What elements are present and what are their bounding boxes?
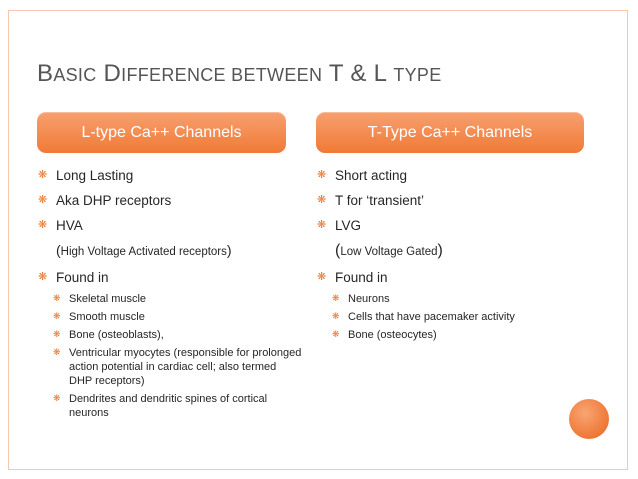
list-item xyxy=(37,269,302,286)
title-part: IFFERENCE BETWEEN xyxy=(121,65,323,85)
paren: ( xyxy=(56,242,61,258)
bullet-icon: ❋ xyxy=(53,329,61,339)
bullet-icon: ❋ xyxy=(38,194,48,206)
title-part: T xyxy=(328,60,344,87)
slide-title xyxy=(37,60,442,88)
sub-list-item xyxy=(37,392,302,420)
list-item xyxy=(37,217,302,234)
sub-item-text: Neurons xyxy=(348,293,390,305)
list-item xyxy=(37,192,302,209)
bullet-icon: ❋ xyxy=(53,311,61,321)
list-item-text: Long Lasting xyxy=(56,168,134,183)
note-text: Low Voltage Gated xyxy=(340,246,438,258)
title-part: ASIC xyxy=(53,65,97,85)
sub-item-text: Ventricular myocytes (responsible for prolonged action potential in cardiac cell; also termed DHP receptors) xyxy=(69,347,302,387)
sub-list-item xyxy=(37,292,302,306)
list-item-text: Found in xyxy=(335,270,388,285)
bullet-icon: ❋ xyxy=(38,219,48,231)
bullet-icon: ❋ xyxy=(53,347,61,357)
list-item-text: Found in xyxy=(56,270,109,285)
list-item xyxy=(316,167,584,184)
bullet-icon: ❋ xyxy=(332,311,340,321)
sub-list xyxy=(316,292,584,342)
note-text: High Voltage Activated receptors xyxy=(60,246,227,258)
bullet-icon: ❋ xyxy=(332,293,340,303)
bullet-icon: ❋ xyxy=(317,194,327,206)
t-type-column xyxy=(316,167,584,346)
title-part: TYPE xyxy=(393,65,442,85)
bullet-icon: ❋ xyxy=(53,293,61,303)
sub-list-item xyxy=(37,310,302,324)
list-item-text: T for ‘transient’ xyxy=(335,193,425,208)
sub-list-item xyxy=(37,346,302,388)
sub-list-item xyxy=(316,328,584,342)
bullet-icon: ❋ xyxy=(38,271,48,283)
list-item-text: HVA xyxy=(56,218,83,233)
sub-item-text: Smooth muscle xyxy=(69,311,145,323)
list-item xyxy=(316,192,584,209)
header-t-type: T-Type Ca++ Channels xyxy=(316,112,584,153)
bullet-icon: ❋ xyxy=(317,271,327,283)
paren: ) xyxy=(437,242,443,259)
bullet-icon: ❋ xyxy=(38,169,48,181)
list-item xyxy=(37,167,302,184)
list-item-text: Aka DHP receptors xyxy=(56,193,172,208)
sub-item-text: Cells that have pacemaker activity xyxy=(348,311,515,323)
l-type-column xyxy=(37,167,302,424)
list-item-text: LVG xyxy=(335,218,362,233)
lvg-note xyxy=(316,242,584,261)
bullet-icon: ❋ xyxy=(317,219,327,231)
hva-note xyxy=(37,242,302,261)
sub-item-text: Bone (osteocytes) xyxy=(348,329,437,341)
sub-list-item xyxy=(316,292,584,306)
sub-list-item xyxy=(316,310,584,324)
bullet-icon: ❋ xyxy=(332,329,340,339)
title-part: L xyxy=(373,60,387,87)
list-item xyxy=(316,217,584,234)
sub-item-text: Skeletal muscle xyxy=(69,293,147,305)
paren: ( xyxy=(335,242,341,259)
title-part: D xyxy=(103,60,122,87)
list-item-text: Short acting xyxy=(335,168,408,183)
sub-list xyxy=(37,292,302,420)
title-part: B xyxy=(37,60,54,87)
sub-item-text: Dendrites and dendritic spines of cortical neurons xyxy=(69,393,268,419)
title-part: & xyxy=(350,60,367,87)
header-l-type: L-type Ca++ Channels xyxy=(37,112,286,153)
paren: ) xyxy=(226,242,232,258)
sub-list-item xyxy=(37,328,302,342)
decorative-orb xyxy=(569,399,609,439)
sub-item-text: Bone (osteoblasts), xyxy=(69,329,164,341)
list-item xyxy=(316,269,584,286)
bullet-icon: ❋ xyxy=(53,393,61,403)
bullet-icon: ❋ xyxy=(317,169,327,181)
